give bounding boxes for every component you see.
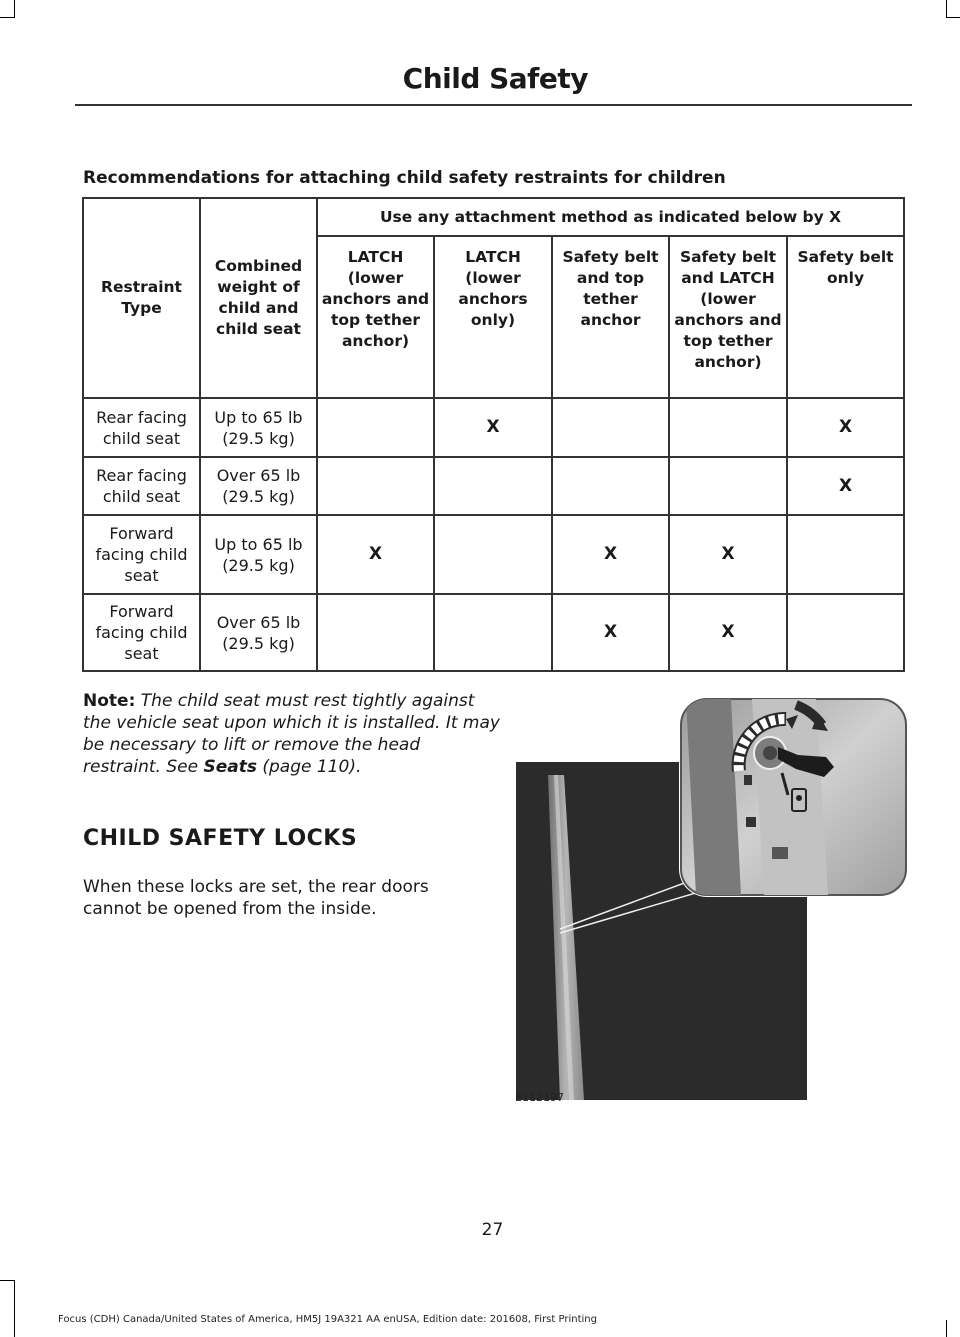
child-safety-locks-text: When these locks are set, the rear doors cannot be opened from the inside. xyxy=(83,877,429,919)
cell-mark xyxy=(317,398,434,457)
cell-mark: X xyxy=(669,594,787,671)
cell-mark: X xyxy=(552,594,669,671)
cell-mark xyxy=(317,457,434,515)
child-safety-lock-illustration xyxy=(516,697,910,1102)
crop-mark xyxy=(946,17,960,18)
cell-mark xyxy=(552,457,669,515)
header-method: LATCH (lower anchors only) xyxy=(434,236,552,398)
cell-mark xyxy=(787,594,904,671)
footer-text: Focus (CDH) Canada/United States of America, HM5J 19A321 AA enUSA, Edition date: 201608, First Printing xyxy=(58,1314,597,1325)
header-restraint-type: Restraint Type xyxy=(83,198,200,398)
header-method: Safety belt only xyxy=(787,236,904,398)
cell-restraint-type: Rear facing child seat xyxy=(83,398,200,457)
child-safety-locks-heading: CHILD SAFETY LOCKS xyxy=(83,826,358,851)
restraint-recommendation-table xyxy=(82,197,905,672)
cell-mark: X xyxy=(787,398,904,457)
cell-weight: Over 65 lb (29.5 kg) xyxy=(200,594,317,671)
table-row xyxy=(83,398,904,457)
header-method: LATCH (lower anchors and top tether anchor) xyxy=(317,236,434,398)
crop-mark xyxy=(0,1280,15,1281)
cell-restraint-type: Forward facing child seat xyxy=(83,515,200,594)
page-number: 27 xyxy=(481,1220,504,1240)
cell-mark: X xyxy=(434,398,552,457)
note-paragraph xyxy=(83,690,503,778)
header-method: Safety belt and LATCH (lower anchors and top tether anchor) xyxy=(669,236,787,398)
crop-mark xyxy=(14,1280,15,1337)
cell-mark xyxy=(669,457,787,515)
cell-weight: Up to 65 lb (29.5 kg) xyxy=(200,515,317,594)
table-title: Recommendations for attaching child safety restraints for children xyxy=(83,168,726,188)
cell-mark: X xyxy=(669,515,787,594)
table-row xyxy=(83,594,904,671)
crop-mark xyxy=(0,17,15,18)
cell-mark xyxy=(669,398,787,457)
crop-mark xyxy=(946,0,947,18)
cell-mark xyxy=(787,515,904,594)
cell-mark: X xyxy=(317,515,434,594)
cell-restraint-type: Rear facing child seat xyxy=(83,457,200,515)
table-row xyxy=(83,457,904,515)
header-divider xyxy=(75,104,912,106)
cell-mark: X xyxy=(787,457,904,515)
seats-link[interactable]: Seats xyxy=(203,757,257,777)
crop-mark xyxy=(946,1320,947,1337)
cell-restraint-type: Forward facing child seat xyxy=(83,594,200,671)
cell-mark xyxy=(434,594,552,671)
cell-mark xyxy=(552,398,669,457)
cell-mark xyxy=(317,594,434,671)
page-title: Child Safety xyxy=(402,62,588,95)
note-label: Note: xyxy=(83,691,136,711)
header-method: Safety belt and top tether anchor xyxy=(552,236,669,398)
cell-mark: X xyxy=(552,515,669,594)
table-row xyxy=(83,515,904,594)
cell-mark xyxy=(434,457,552,515)
cell-weight: Up to 65 lb (29.5 kg) xyxy=(200,398,317,457)
header-combined-weight: Combined weight of child and child seat xyxy=(200,198,317,398)
note-text: The child seat must rest tightly against the vehicle seat upon which it is installed. It may be necessary to lift or remove the head restraint. See xyxy=(83,691,500,777)
figure-id: E112197 xyxy=(515,1091,564,1104)
header-attachment-group: Use any attachment method as indicated below by X xyxy=(317,198,904,236)
note-tail: (page 110). xyxy=(256,757,362,777)
crop-mark xyxy=(14,0,15,18)
cell-mark xyxy=(434,515,552,594)
cell-weight: Over 65 lb (29.5 kg) xyxy=(200,457,317,515)
